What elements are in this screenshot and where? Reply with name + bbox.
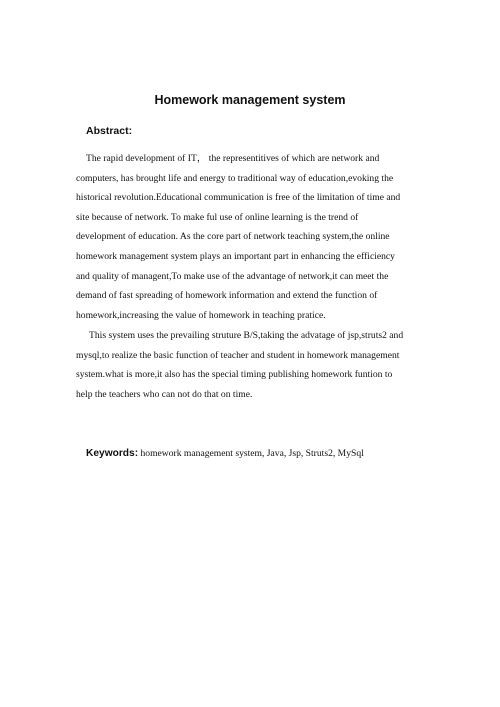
paragraph-line: This system uses the prevailing struture B/S,taking the advatage of jsp,struts2 and — [89, 330, 404, 341]
abstract-heading: Abstract: — [86, 125, 133, 137]
keywords-label: Keywords: — [86, 448, 139, 459]
paragraph-line: historical revolution.Educational communication is free of the limitation of time and — [76, 192, 401, 204]
keywords-text: homework management system, Java, Jsp, Struts2, MySql — [138, 448, 364, 459]
document-title: Homework management system — [154, 93, 346, 107]
paragraph-line: help the teachers who can not do that on time. — [76, 388, 253, 400]
paragraph-line: homework management system plays an important part in enhancing the efficiency — [76, 250, 395, 262]
paragraph-line: The rapid development of IT， the representitives of which are network and — [86, 153, 380, 164]
paragraph-line: demand of fast spreading of homework information and extend the function of — [76, 290, 378, 302]
keywords-line — [86, 445, 364, 461]
paragraph-line: homework,increasing the value of homework in teaching pratice. — [76, 309, 326, 321]
paragraph-line: and quality of managent,To make use of the advantage of network,it can meet the — [76, 270, 389, 282]
paragraph-line: development of education. As the core part of network teaching system,the online — [76, 231, 390, 243]
paragraph-line: computers, has brought life and energy to traditional way of education,evoking the — [76, 172, 394, 184]
paragraph-line: site because of network. To make ful use of online learning is the trend of — [76, 211, 359, 223]
abstract-paragraph-2 — [76, 326, 436, 404]
paragraph-line: mysql,to realize the basic function of teacher and student in homework management — [76, 349, 400, 361]
paragraph-line: system.what is more,it also has the special timing publishing homework funtion to — [76, 369, 393, 381]
abstract-paragraph-1 — [76, 149, 436, 325]
